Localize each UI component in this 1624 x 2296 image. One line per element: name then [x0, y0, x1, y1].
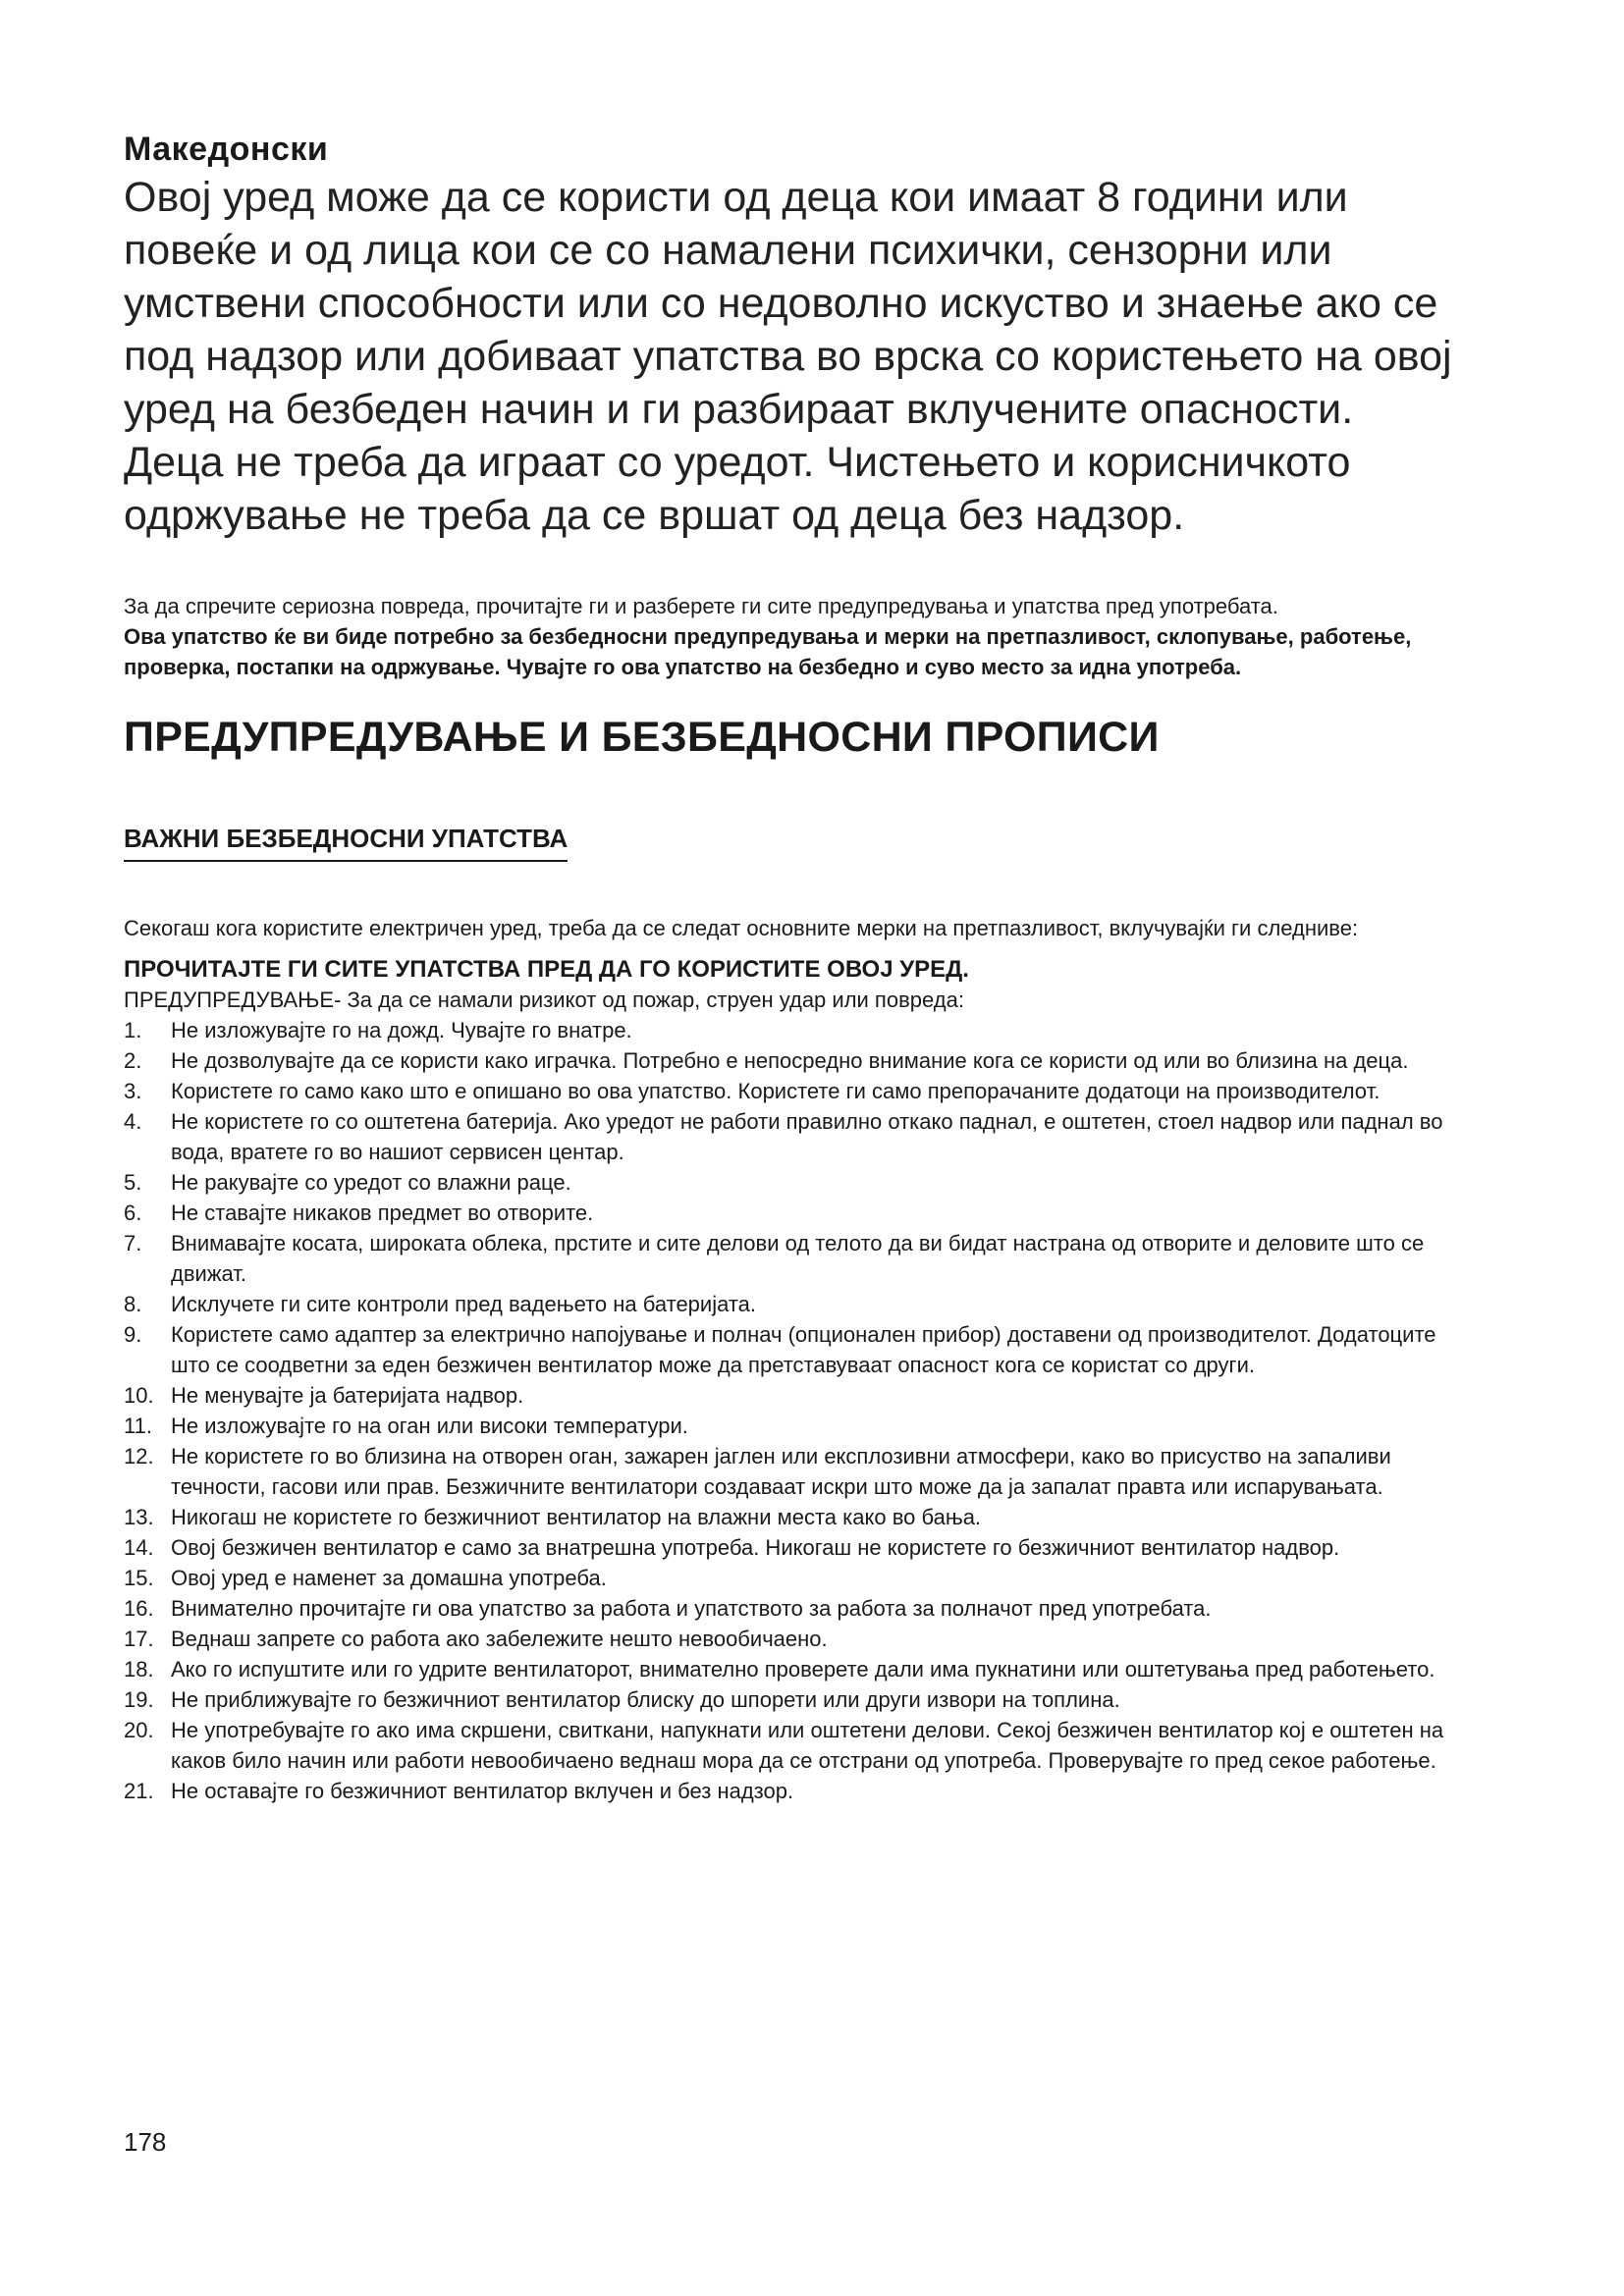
- rule-text: Веднаш запрете со работа ако забележите нешто невообичаено.: [171, 1626, 828, 1651]
- rule-text: Не користете го во близина на отворен оган, зажарен јаглен или експлозивни атмосфери, како во присуство на запаливи течности, гасови или прав. Безжичните вентилатори создаваат искри што може да ја запалат правта или испарувањата.: [171, 1443, 1391, 1499]
- rule-item: [124, 1106, 1459, 1167]
- rule-number: 15.: [124, 1565, 154, 1590]
- warning-line: ПРЕДУПРЕДУВАЊЕ- За да се намали ризикот од пожар, струен удар или повреда:: [124, 987, 964, 1012]
- rule-item: [124, 1654, 1459, 1684]
- rule-item: [124, 1167, 1459, 1198]
- intro-small-normal: За да спречите сериозна повреда, прочитајте ги и разберете ги сите предупредувања и упатства пред употребата.: [124, 594, 1278, 618]
- rule-item: [124, 1015, 1459, 1045]
- intro-small-block: [124, 591, 1459, 682]
- rule-number: 20.: [124, 1717, 154, 1742]
- main-heading: ПРЕДУПРЕДУВАЊЕ И БЕЗБЕДНОСНИ ПРОПИСИ: [124, 714, 1160, 761]
- rule-text: Не употребувајте го ако има скршени, свиткани, напукнати или оштетени делови. Секој безжичен вентилатор кој е оштетен на каков било начин или работи невообичаено веднаш мора да се отстрани од употреба. Проверувајте го пред секое работење.: [171, 1717, 1444, 1773]
- rule-text: Не ракувајте со уредот со влажни раце.: [171, 1169, 571, 1195]
- rule-number: 14.: [124, 1534, 154, 1560]
- rule-item: [124, 1776, 1459, 1806]
- rule-number: 9.: [124, 1321, 142, 1347]
- rule-item: [124, 1228, 1459, 1289]
- sub-heading: ВАЖНИ БЕЗБЕДНОСНИ УПАТСТВА: [124, 823, 568, 862]
- general-text: Секогаш кога користите електричен уред, треба да се следат основните мерки на претпазливост, вклучувајќи ги следниве:: [124, 915, 1359, 940]
- rule-text: Никогаш не користете го безжичниот вентилатор на влажни места како во бања.: [171, 1504, 982, 1529]
- page-number: 178: [124, 2127, 167, 2157]
- intro-large-text: Овој уред може да се користи од деца кои имаат 8 години или повеќе и од лица кои се со намалени психички, сензорни или умствени способности или со недоволно искуство и знаење ако се под надзор или добиваат упатства во врска со користењето на овој уред на безбеден начин и ги разбираат вклучените опасности. Деца не треба да играат со уредот. Чистењето и корисничкото одржување не треба да се вршат од деца без надзор.: [124, 174, 1452, 539]
- rule-text: Не ставајте никаков предмет во отворите.: [171, 1200, 594, 1225]
- rule-number: 5.: [124, 1169, 142, 1195]
- rule-number: 21.: [124, 1778, 154, 1803]
- rule-item: [124, 1289, 1459, 1319]
- rule-item: [124, 1624, 1459, 1654]
- rule-text: Користете го само како што е опишано во ова упатство. Користете ги само препорачаните додатоци на производителот.: [171, 1078, 1380, 1103]
- rule-number: 19.: [124, 1686, 154, 1712]
- rule-number: 11.: [124, 1413, 152, 1438]
- rule-item: [124, 1319, 1459, 1380]
- rule-item: [124, 1593, 1459, 1624]
- rule-number: 1.: [124, 1017, 142, 1042]
- rule-text: Не оставајте го безжичниот вентилатор вклучен и без надзор.: [171, 1778, 794, 1803]
- rule-item: [124, 1563, 1459, 1593]
- rule-text: Внимавајте косата, широката облека, прстите и сите делови од телото да ви бидат настрана од отворите и деловите што се движат.: [171, 1230, 1425, 1286]
- rule-number: 17.: [124, 1626, 154, 1651]
- rule-text: Не изложувајте го на оган или високи температури.: [171, 1413, 688, 1438]
- rule-number: 13.: [124, 1504, 154, 1529]
- rule-number: 8.: [124, 1291, 142, 1316]
- sub-heading-wrapper: [124, 791, 1459, 887]
- language-title: Македонски: [124, 131, 329, 168]
- rule-item: [124, 1502, 1459, 1532]
- rule-number: 7.: [124, 1230, 142, 1255]
- read-all-warning: ПРОЧИТАЈТЕ ГИ СИТЕ УПАТСТВА ПРЕД ДА ГО КОРИСТИТЕ ОВОЈ УРЕД.: [124, 955, 969, 983]
- rule-text: Не менувајте ја батеријата надвор.: [171, 1382, 524, 1408]
- rule-text: Не приближувајте го безжичниот вентилатор блиску до шпорети или други извори на топлина.: [171, 1686, 1120, 1712]
- rule-item: [124, 1684, 1459, 1715]
- rules-list: [124, 1015, 1459, 1806]
- rule-text: Користете само адаптер за електрично напојување и полнач (опционален прибор) доставени од производителот. Додатоците што се соодветни за еден безжичен вентилатор може да претставуваат опасност кога се користат со други.: [171, 1321, 1436, 1377]
- rule-text: Не изложувајте го на дожд. Чувајте го внатре.: [171, 1017, 632, 1042]
- rule-number: 2.: [124, 1047, 142, 1073]
- rule-text: Овој безжичен вентилатор е само за внатрешна употреба. Никогаш не користете го безжичниот вентилатор надвор.: [171, 1534, 1340, 1560]
- rule-number: 12.: [124, 1443, 154, 1468]
- rule-item: [124, 1411, 1459, 1441]
- rule-item: [124, 1532, 1459, 1563]
- document-page: [124, 130, 1459, 1806]
- rule-text: Исклучете ги сите контроли пред вадењето на батеријата.: [171, 1291, 757, 1316]
- rule-text: Внимателно прочитајте ги ова упатство за работа и упатството за работа за полначот пред употребата.: [171, 1595, 1212, 1621]
- rule-item: [124, 1198, 1459, 1228]
- rule-text: Не користете го со оштетена батерија. Ако уредот не работи правилно откако паднал, е оштетен, стоел надвор или паднал во вода, вратете го во нашиот сервисен центар.: [171, 1108, 1443, 1164]
- rule-item: [124, 1045, 1459, 1076]
- rule-item: [124, 1441, 1459, 1502]
- rule-text: Ако го испуштите или го удрите вентилаторот, внимателно проверете дали има пукнатини или оштетувања пред работењето.: [171, 1656, 1435, 1682]
- rule-item: [124, 1076, 1459, 1106]
- rule-number: 6.: [124, 1200, 142, 1225]
- rule-text: Не дозволувајте да се користи како играчка. Потребно е непосредно внимание кога се користи од или во близина на деца.: [171, 1047, 1409, 1073]
- rule-item: [124, 1715, 1459, 1776]
- intro-small-bold: Ова упатство ќе ви биде потребно за безбедносни предупредувања и мерки на претпазливост, склопување, работење, проверка, постапки на одржување. Чувајте го ова упатство на безбедно и суво место за идна употреба.: [124, 624, 1412, 679]
- rule-number: 10.: [124, 1382, 154, 1408]
- rule-number: 3.: [124, 1078, 142, 1103]
- rule-number: 16.: [124, 1595, 154, 1621]
- rule-number: 18.: [124, 1656, 154, 1682]
- rule-number: 4.: [124, 1108, 142, 1134]
- rule-text: Овој уред е наменет за домашна употреба.: [171, 1565, 607, 1590]
- rule-item: [124, 1380, 1459, 1411]
